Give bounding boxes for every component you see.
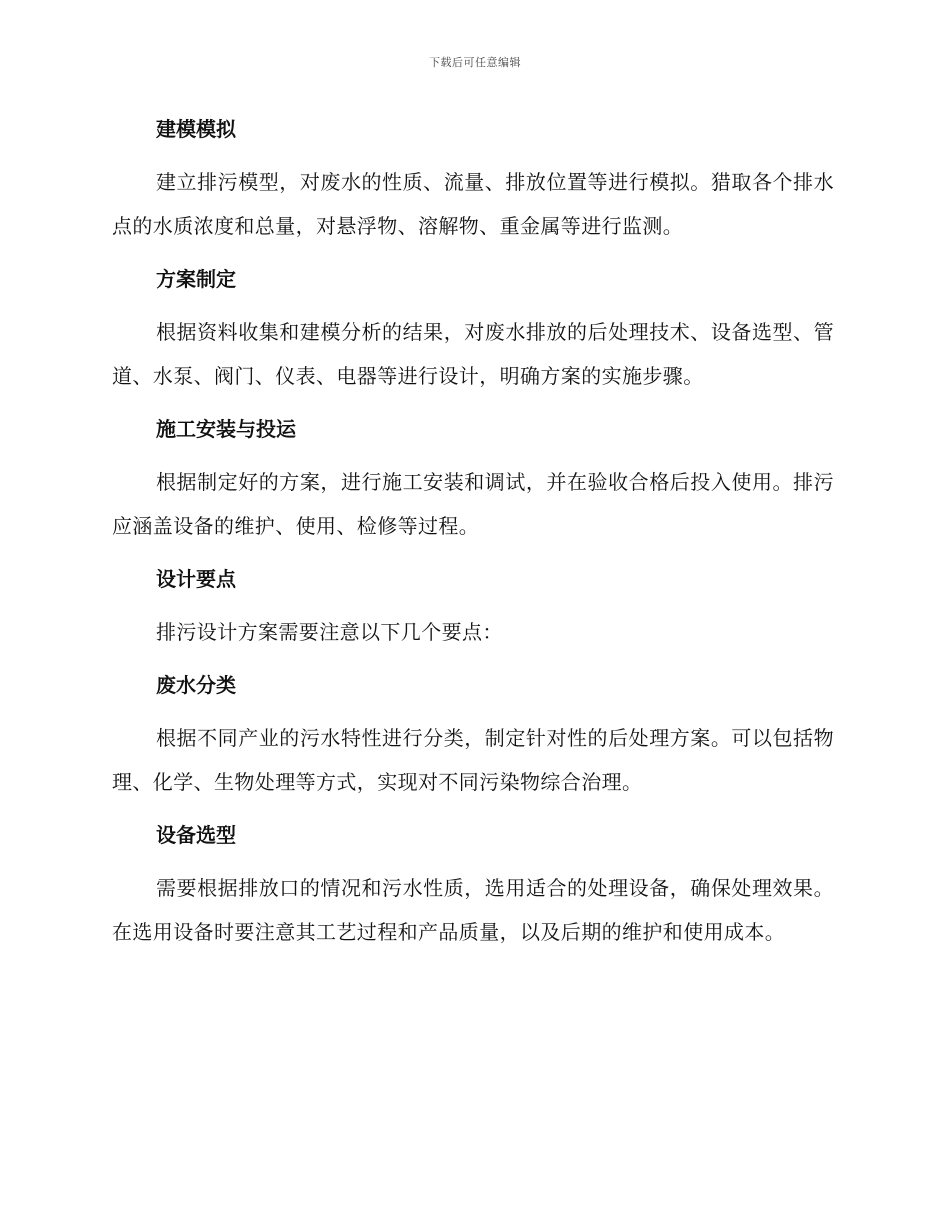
section-paragraph-construction: 根据制定好的方案，进行施工安装和调试，并在验收合格后投入使用。排污应涵盖设备的维护、使用、检修等过程。 xyxy=(112,470,834,538)
page-header: 下载后可任意编辑 xyxy=(429,56,521,69)
section-heading-design-points: 设计要点 xyxy=(156,567,236,591)
section-heading-modeling: 建模模拟 xyxy=(156,117,236,141)
section-paragraph-equipment-selection: 需要根据排放口的情况和污水性质，选用适合的处理设备，确保处理效果。在选用设备时要注意其工艺过程和产品质量，以及后期的维护和使用成本。 xyxy=(112,876,834,944)
section-paragraph-design-points: 排污设计方案需要注意以下几个要点： xyxy=(156,620,503,644)
section-paragraph-modeling: 建立排污模型，对废水的性质、流量、排放位置等进行模拟。猎取各个排水点的水质浓度和总量，对悬浮物、溶解物、重金属等进行监测。 xyxy=(112,170,834,238)
section-heading-construction: 施工安装与投运 xyxy=(156,417,296,441)
section-paragraph-plan: 根据资料收集和建模分析的结果，对废水排放的后处理技术、设备选型、管道、水泵、阀门、仪表、电器等进行设计，明确方案的实施步骤。 xyxy=(112,320,834,388)
section-paragraph-wastewater-classification: 根据不同产业的污水特性进行分类，制定针对性的后处理方案。可以包括物理、化学、生物处理等方式，实现对不同污染物综合治理。 xyxy=(112,726,834,794)
section-heading-plan: 方案制定 xyxy=(156,267,236,291)
section-heading-equipment-selection: 设备选型 xyxy=(156,823,236,847)
section-heading-wastewater-classification: 废水分类 xyxy=(156,673,236,697)
document-body xyxy=(112,112,834,968)
